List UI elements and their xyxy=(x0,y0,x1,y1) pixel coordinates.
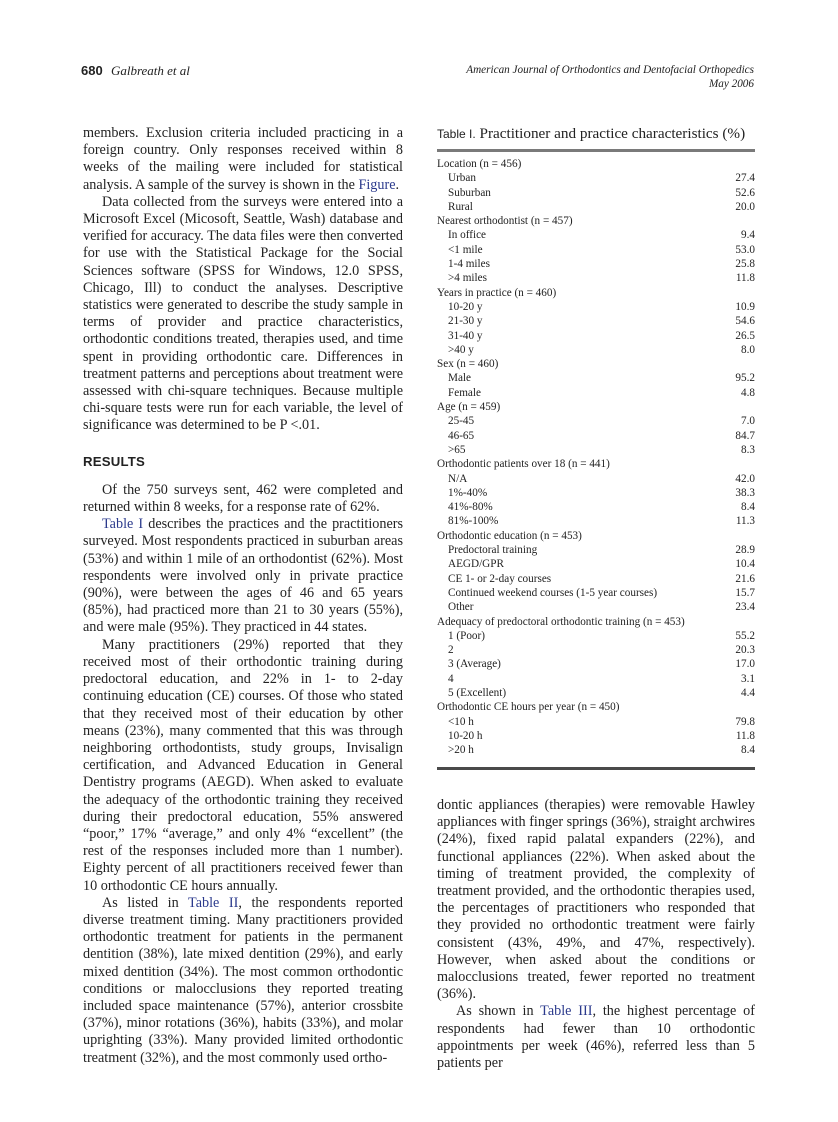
table-row xyxy=(437,729,755,743)
row-value: 20.3 xyxy=(735,644,755,657)
row-value: 20.0 xyxy=(735,200,755,213)
table-group-header xyxy=(437,286,755,300)
row-label: 1 (Poor) xyxy=(448,629,485,642)
group-label: Adequacy of predoctoral orthodontic training (n = 453) xyxy=(437,615,685,628)
table-3-link[interactable]: Table III xyxy=(540,1003,593,1020)
row-label: 46-65 xyxy=(448,429,475,442)
row-value: 17.0 xyxy=(735,658,755,671)
row-label: Predoctoral training xyxy=(448,544,538,557)
table-row xyxy=(437,186,755,200)
table-title: Practitioner and practice characteristics (%) xyxy=(479,125,746,142)
row-value: 11.8 xyxy=(735,729,755,742)
paragraph: Many practitioners (29%) reported that they received most of their orthodontic training during predoctoral education, and 22% in 1- to 2-day continuing education (CE) courses. Of those who stated that they received most of their education by other means (23%), many commented that this was through neighboring orthodontists, study groups, Invisalign certification, and Advanced Education in General Dentistry programs (AEGD). When asked to evaluate the adequacy of the orthodontic training they received during their predoctoral education, 55% answered “poor,” 17% “average,” and only 4% “excellent” (the rest of the responses included more than 1 number). Eighty percent of all practitioners received fewer than 10 orthodontic CE hours annually. xyxy=(83,636,403,894)
group-label: Location (n = 456) xyxy=(437,158,522,170)
table-2-link[interactable]: Table II xyxy=(188,894,239,911)
group-label: Years in practice (n = 460) xyxy=(437,286,557,299)
row-value: 95.2 xyxy=(735,372,755,385)
paragraph: Data collected from the surveys were entered into a Microsoft Excel (Micosoft, Seattle, Wash) database and verified for accuracy. The data files were then converted for use with the Statistical Package for the Social Sciences software (SPSS for Windows, 12.0 SPSS, Chicago, Ill) to conduct the analyses. Descriptive statistics were generated to describe the study sample in terms of provider and practice characteristics, orthodontic conditions treated, therapies used, and time spent in providing orthodontic care. Differences in treatment patterns and perceptions about treatment were assessed with chi-square techniques. Because multiple chi-square tests were run for each variable, the level of significance was determined to be P <.01. xyxy=(83,193,403,434)
row-value: 11.8 xyxy=(735,272,755,285)
table-group-header xyxy=(437,214,755,228)
running-header-right xyxy=(466,63,754,91)
row-label: 3 (Average) xyxy=(448,658,501,671)
row-value: 42.0 xyxy=(735,472,755,485)
group-label: Orthodontic patients over 18 (n = 441) xyxy=(437,458,610,471)
row-label: >20 h xyxy=(448,744,474,757)
row-label: Continued weekend courses (1-5 year courses) xyxy=(448,586,658,599)
paragraph: Table I describes the practices and the practitioners surveyed. Most respondents practiced in suburban areas (53%) and within 1 mile of an orthodontist (62%). Most respondents were involved only in private practice (90%), were between the ages of 46 and 65 years (85%), had practiced more than 21 to 30 years (55%), and were male (95%). They practiced in 44 states. xyxy=(83,516,404,636)
table-row xyxy=(437,343,755,357)
row-label: >40 y xyxy=(448,343,474,356)
row-value: 3.1 xyxy=(741,672,755,685)
table-row xyxy=(437,514,755,528)
row-label: 10-20 h xyxy=(448,729,483,742)
row-value: 15.7 xyxy=(735,586,755,599)
row-label: Male xyxy=(448,372,471,385)
table-group-header xyxy=(437,529,755,543)
group-label: Orthodontic CE hours per year (n = 450) xyxy=(437,701,620,714)
table-1 xyxy=(437,124,755,770)
row-label: In office xyxy=(448,229,486,242)
row-label: Female xyxy=(448,386,481,399)
row-value: 25.8 xyxy=(735,258,755,271)
table-row xyxy=(437,657,755,671)
table-row xyxy=(437,414,755,428)
table-group-header xyxy=(437,615,755,629)
issue-date: May 2006 xyxy=(708,78,754,90)
table-row xyxy=(437,643,755,657)
row-value: 52.6 xyxy=(735,186,755,199)
table-label: Table I. xyxy=(437,127,476,141)
row-value: 84.7 xyxy=(735,429,755,442)
row-value: 8.4 xyxy=(741,501,755,514)
right-column xyxy=(437,797,755,1072)
row-label: 1%-40% xyxy=(448,486,488,499)
table-row xyxy=(437,715,755,729)
row-value: 10.4 xyxy=(735,558,755,571)
row-label: Rural xyxy=(448,200,473,213)
row-value: 55.2 xyxy=(735,629,755,642)
table-1-link[interactable]: Table I xyxy=(102,516,144,533)
row-label: 10-20 y xyxy=(448,300,483,313)
row-label: AEGD/GPR xyxy=(448,558,504,571)
table-top-rule xyxy=(437,149,755,152)
table-row xyxy=(437,371,755,385)
row-label: <10 h xyxy=(448,715,474,728)
table-row xyxy=(437,243,755,257)
row-value: 28.9 xyxy=(735,544,755,557)
page-number: 680 xyxy=(81,63,103,78)
table-group-header xyxy=(437,457,755,471)
table-row xyxy=(437,472,755,486)
row-label: Suburban xyxy=(448,186,491,199)
table-bottom-rule xyxy=(437,767,755,770)
table-row xyxy=(437,314,755,328)
table-row xyxy=(437,557,755,571)
running-authors: Galbreath et al xyxy=(110,63,190,78)
row-value: 23.4 xyxy=(735,601,755,614)
paragraph: Of the 750 surveys sent, 462 were completed and returned within 8 weeks, for a response rate of 62%. xyxy=(83,481,403,516)
row-label: 1-4 miles xyxy=(448,258,490,271)
table-body xyxy=(437,157,755,757)
row-value: 10.9 xyxy=(735,300,755,313)
row-label: 31-40 y xyxy=(448,329,483,342)
row-label: CE 1- or 2-day courses xyxy=(448,572,552,585)
row-value: 27.4 xyxy=(735,172,755,185)
row-value: 8.4 xyxy=(741,744,755,757)
row-label: <1 mile xyxy=(448,243,483,256)
group-label: Nearest orthodontist (n = 457) xyxy=(437,215,573,228)
running-header-left xyxy=(81,63,190,79)
group-label: Age (n = 459) xyxy=(437,401,501,414)
row-label: Urban xyxy=(448,172,476,185)
row-label: 5 (Excellent) xyxy=(448,686,507,699)
paragraph: dontic appliances (therapies) were removable Hawley appliances with finger springs (36%), straight archwires (24%), fixed rapid palatal expanders (22%), and functional appliances (22%). When asked about the timing of treatment provided, the complexity of treatment provided, and the orthodontic therapies used, the percentages of practitioners who responded that they provided no orthodontic treatment were fairly consistent (43%, 49%, and 47%, respectively). However, when asked about the conditions or malocclusions treated, fewer reported no treatment (36%). xyxy=(437,797,755,1003)
section-heading-results: RESULTS xyxy=(83,453,145,469)
row-value: 4.4 xyxy=(741,686,755,699)
row-label: >65 xyxy=(448,443,466,456)
table-row xyxy=(437,572,755,586)
table-group-header xyxy=(437,357,755,371)
row-value: 7.0 xyxy=(741,415,755,428)
table-row xyxy=(437,486,755,500)
row-value: 26.5 xyxy=(735,329,755,342)
table-row xyxy=(437,543,755,557)
table-row xyxy=(437,171,755,185)
table-row xyxy=(437,672,755,686)
table-row xyxy=(437,271,755,285)
table-row xyxy=(437,743,755,757)
row-value: 53.0 xyxy=(735,243,755,256)
table-row xyxy=(437,300,755,314)
table-caption xyxy=(437,124,755,144)
table-row xyxy=(437,386,755,400)
table-row xyxy=(437,257,755,271)
row-value: 8.3 xyxy=(741,443,755,456)
table-row xyxy=(437,429,755,443)
row-label: Other xyxy=(448,601,474,614)
row-value: 21.6 xyxy=(735,572,755,585)
row-value: 54.6 xyxy=(735,315,755,328)
row-label: 21-30 y xyxy=(448,315,483,328)
table-row xyxy=(437,228,755,242)
journal-name: American Journal of Orthodontics and Dentofacial Orthopedics xyxy=(466,64,754,76)
table-row xyxy=(437,200,755,214)
table-row xyxy=(437,586,755,600)
row-value: 8.0 xyxy=(741,343,755,356)
row-value: 4.8 xyxy=(741,386,755,399)
table-group-header xyxy=(437,400,755,414)
row-value: 79.8 xyxy=(735,715,755,728)
table-row xyxy=(437,629,755,643)
paragraph: As shown in Table III, the highest percentage of respondents had fewer than 10 orthodontic appointments per week (46%), referred less than 5 patients per xyxy=(437,1003,755,1072)
row-value: 38.3 xyxy=(735,486,755,499)
row-label: 81%-100% xyxy=(448,515,499,528)
table-row xyxy=(437,600,755,614)
paragraph: As listed in Table II, the respondents reported diverse treatment timing. Many practitioners provided orthodontic treatment for patients in the permanent dentition (38%), late mixed dentition (29%), and early mixed dentition (34%). The most common orthodontic conditions or malocclusions they reported treating included space maintenance (57%), anterior crossbite (37%), minor rotations (36%), habits (33%), and molar uprighting (33%). Many provided limited orthodontic treatment (32%), and the most commonly used ortho- xyxy=(83,894,403,1066)
row-label: 41%-80% xyxy=(448,501,493,514)
row-label: N/A xyxy=(448,472,468,485)
table-row xyxy=(437,500,755,514)
figure-link[interactable]: Figure xyxy=(358,176,396,193)
table-row xyxy=(437,443,755,457)
row-label: 25-45 xyxy=(448,415,475,428)
row-value: 11.3 xyxy=(735,515,755,528)
table-group-header xyxy=(437,157,755,171)
group-label: Orthodontic education (n = 453) xyxy=(437,529,582,542)
row-label: >4 miles xyxy=(448,272,487,285)
left-column xyxy=(83,125,403,1067)
row-label: 4 xyxy=(448,672,454,685)
table-group-header xyxy=(437,700,755,714)
table-row xyxy=(437,686,755,700)
row-label: 2 xyxy=(448,644,454,657)
table-row xyxy=(437,329,755,343)
row-value: 9.4 xyxy=(741,229,755,242)
group-label: Sex (n = 460) xyxy=(437,358,499,371)
paragraph: members. Exclusion criteria included practicing in a foreign country. Only responses received within 8 weeks of the mailing were included for statistical analysis. A sample of the survey is shown in the Figure. xyxy=(83,125,403,193)
